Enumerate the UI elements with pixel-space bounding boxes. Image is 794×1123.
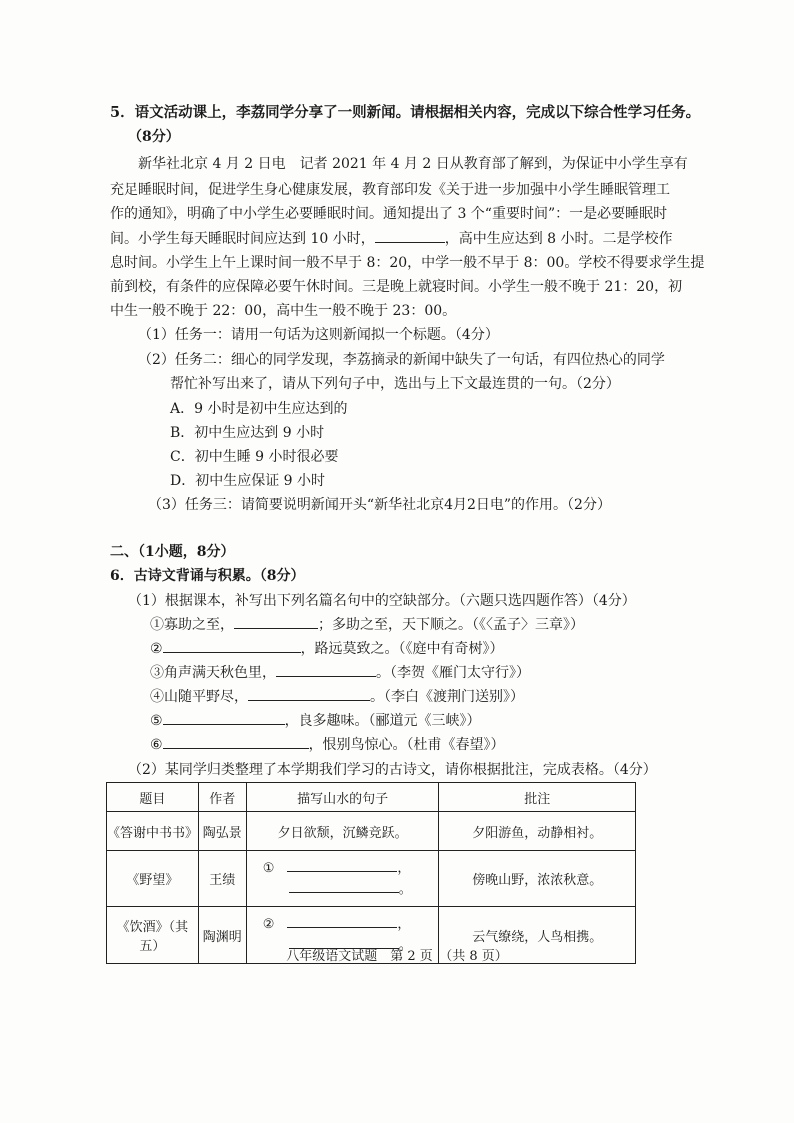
news-line-2: 充足睡眠时间，促进学生身心健康发展，教育部印发《关于进一步加强中小学生睡眠管理工	[110, 182, 670, 198]
row-note: 云气缭绕，人鸟相携。	[439, 907, 636, 964]
question-5-score: （8分）	[128, 129, 180, 145]
question-5-title: 5．语文活动课上，李荔同学分享了一则新闻。请根据相关内容，完成以下综合性学习任务。	[110, 104, 701, 121]
table-row	[107, 812, 636, 851]
poem-item-4: ④山随平野尽， 。（李白《渡荆门送别》）	[150, 689, 524, 705]
row-note: 傍晚山野，浓浓秋意。	[439, 851, 636, 907]
news-line-7: 中生一般不晚于 22：00，高中生一般不晚于 23：00。	[110, 303, 457, 319]
table-blank-2a[interactable]	[287, 914, 397, 928]
row-sentence-blanks: ② ， 。	[246, 907, 439, 964]
poem-blank-5[interactable]	[163, 711, 285, 725]
poem-blank-2[interactable]	[163, 639, 301, 653]
table-row	[107, 851, 636, 907]
table-blank-1a[interactable]	[287, 858, 397, 872]
row-title: 《饮酒》（其五）	[107, 907, 199, 964]
option-a: A．9 小时是初中生应达到的	[170, 401, 348, 417]
news-line-4-end: ，高中生应达到 8 小时。二是学校作	[444, 231, 673, 247]
blank-marker-2: ②	[262, 917, 275, 932]
question-6-title: 6．古诗文背诵与积累。（8分）	[110, 568, 305, 584]
row-sentence: 夕日欲颓，沉鳞竞跃。	[246, 812, 439, 851]
poetry-table	[106, 782, 636, 964]
poem-blank-6[interactable]	[163, 735, 309, 749]
poem-item-3: ③角声满天秋色里， 。（李贺《雁门太守行》）	[150, 665, 530, 681]
question-6-sub-2: （2）某同学归类整理了本学期我们学习的古诗文，请你根据批注，完成表格。（4分）	[128, 762, 657, 778]
question-6-sub-1: （1）根据课本，补写出下列名篇名句中的空缺部分。（六题只选四题作答）（4分）	[128, 593, 636, 609]
poem-item-6: ⑥ ，恨别鸟惊心。（杜甫《春望》）	[150, 737, 505, 753]
page-footer: 八年级语文试题 第 2 页 （共 8 页）	[286, 949, 508, 964]
task-2-line-2: 帮忙补写出来了，请从下列句子中，选出与上下文最连贯的一句。（2分）	[170, 376, 620, 392]
news-line-4	[110, 229, 673, 248]
section-2-heading: 二、（1小题，8分）	[110, 544, 235, 560]
poem-item-1: ①寡助之至， ；多助之至，天下顺之。（《〈孟子〉三章》）	[150, 617, 584, 633]
task-3: （3）任务三：请简要说明新闻开头“新华社北京4月2日电”的作用。（2分）	[148, 497, 611, 513]
table-header-row	[107, 783, 636, 812]
task-2-line-1: （2）任务二：细心的同学发现，李荔摘录的新闻中缺失了一句话，有四位热心的同学	[138, 352, 665, 368]
poem-blank-1[interactable]	[234, 615, 318, 629]
header-author: 作者	[198, 783, 246, 812]
row-author: 陶渊明	[198, 907, 246, 964]
row-note: 夕阳游鱼，动静相衬。	[439, 812, 636, 851]
poem-item-2: ② ，路远莫致之。（《庭中有奇树》）	[150, 641, 504, 657]
news-line-3: 作的通知》，明确了中小学生必要睡眠时间。通知提出了 3 个“重要时间”：一是必要睡眠时	[110, 206, 668, 222]
poem-blank-3[interactable]	[276, 663, 376, 677]
row-sentence-blanks: ① ， 。	[246, 851, 439, 907]
news-line-1: 新华社北京 4 月 2 日电 记者 2021 年 4 月 2 日从教育部了解到，为保证中小学生享有	[138, 156, 688, 172]
row-title: 《答谢中书书》	[107, 812, 199, 851]
row-title: 《野望》	[107, 851, 199, 907]
option-d: D．初中生应保证 9 小时	[170, 473, 326, 489]
news-line-6: 前到校，有条件的应保障必要午休时间。三是晚上就寝时间。小学生一般不晚于 21：20，初	[110, 279, 683, 295]
row-author: 王绩	[198, 851, 246, 907]
option-b: B．初中生应达到 9 小时	[170, 425, 325, 441]
header-sentence: 描写山水的句子	[246, 783, 439, 812]
poem-blank-4[interactable]	[248, 687, 370, 701]
news-missing-sentence-blank[interactable]	[375, 229, 445, 243]
task-1: （1）任务一：请用一句话为这则新闻拟一个标题。（4分）	[138, 327, 499, 343]
blank-marker-1: ①	[262, 860, 275, 876]
header-title: 题目	[107, 783, 199, 812]
news-line-4-start: 间。小学生每天睡眠时间应达到 10 小时，	[110, 231, 375, 247]
header-note: 批注	[439, 783, 636, 812]
row-author: 陶弘景	[198, 812, 246, 851]
table-blank-1b[interactable]	[289, 879, 399, 893]
poem-item-5: ⑤ ，良多趣味。（郦道元《三峡》）	[150, 713, 481, 729]
option-c: C．初中生睡 9 小时很必要	[170, 449, 339, 465]
news-line-5: 息时间。小学生上午上课时间一般不早于 8：20，中学一般不早于 8：00。学校不得要求学生提	[110, 255, 705, 271]
